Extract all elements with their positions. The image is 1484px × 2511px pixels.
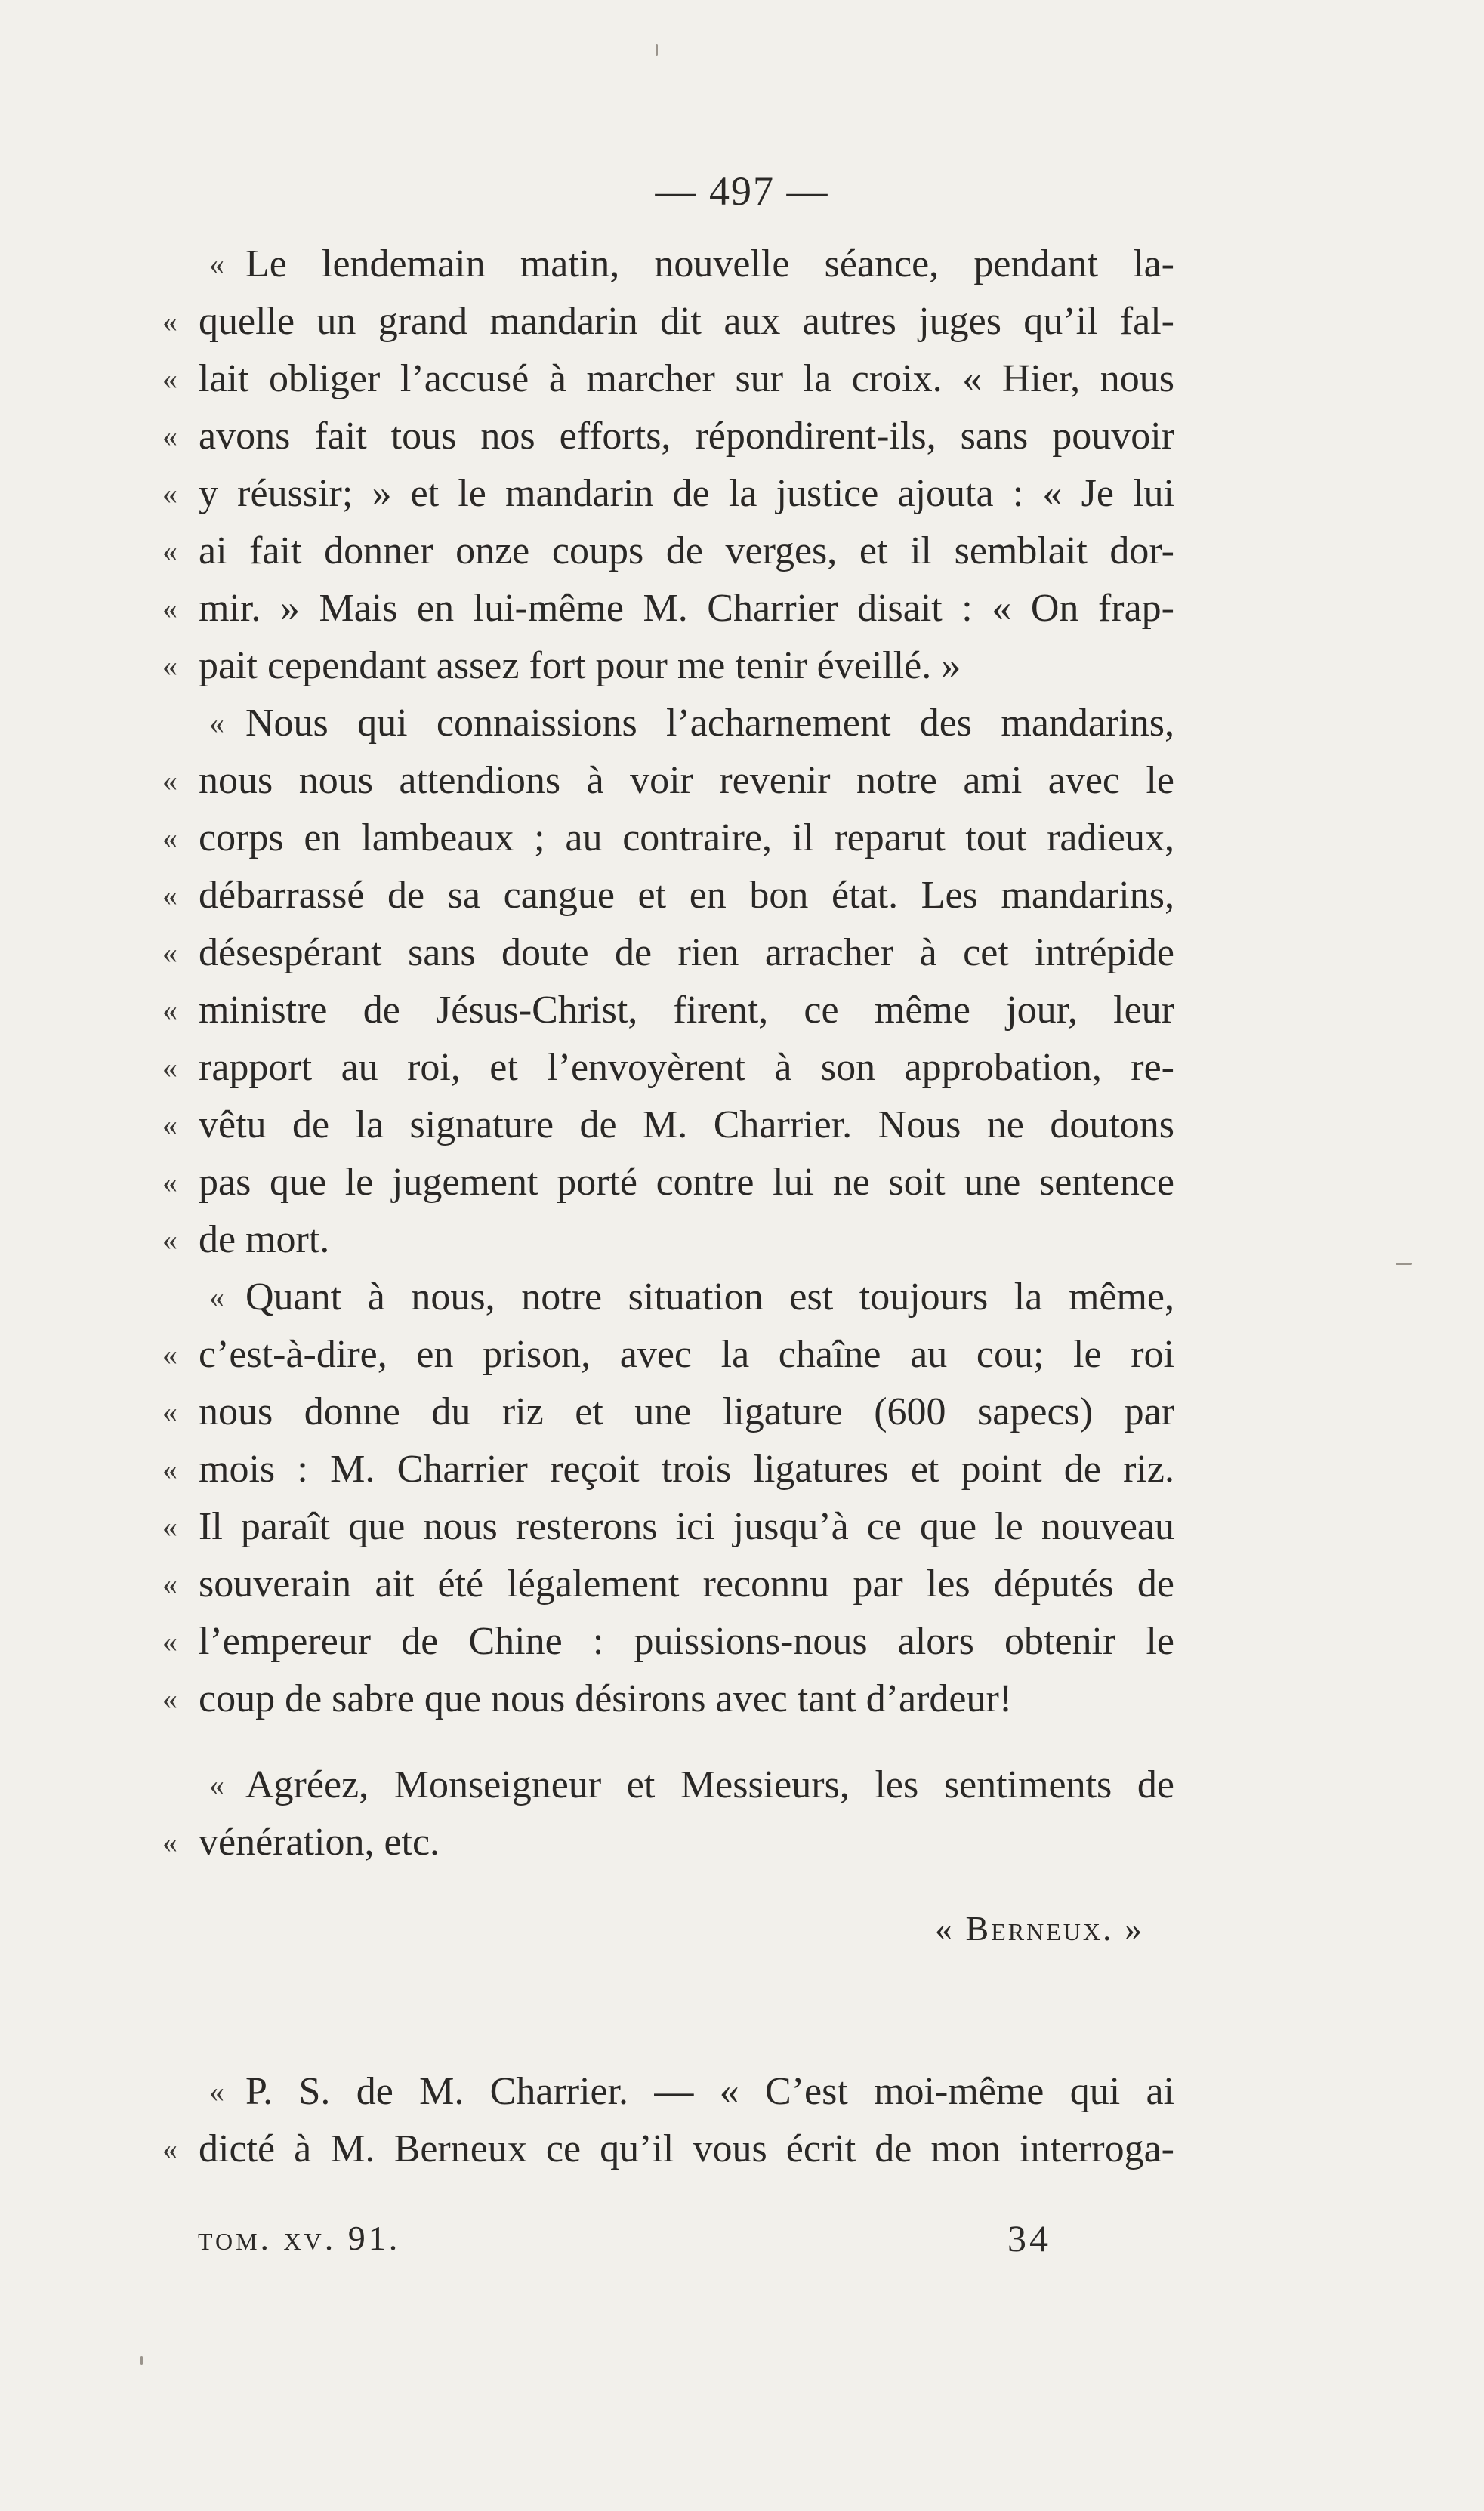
line-text: ai fait donner onze coups de verges, et il semblait dor- <box>199 529 1174 572</box>
line-text: vénération, etc. <box>199 1821 440 1864</box>
quote-mark: « <box>162 1510 177 1544</box>
quote-mark: « <box>162 763 177 797</box>
volume-signature: tom. xv. 91. <box>198 2219 401 2257</box>
quote-mark: « <box>209 247 224 281</box>
paper-speck <box>656 44 658 56</box>
text-line <box>162 695 1174 752</box>
text-line <box>162 2063 1174 2121</box>
line-text: mir. » Mais en lui-même M. Charrier disait : « On frap- <box>199 587 1174 630</box>
line-text: nous donne du riz et une ligature (600 sapecs) par <box>199 1390 1174 1433</box>
text-line <box>162 523 1174 580</box>
line-text: mois : M. Charrier reçoit trois ligatures et point de riz. <box>199 1448 1174 1491</box>
closing-paragraph <box>162 1757 1174 1871</box>
text-line <box>162 1326 1174 1384</box>
line-text: lait obliger l’accusé à marcher sur la croix. « Hier, nous <box>199 357 1174 400</box>
line-text: c’est-à-dire, en prison, avec la chaîne au cou; le roi <box>199 1333 1174 1376</box>
text-line <box>162 1757 1174 1814</box>
text-line <box>162 1814 1174 1871</box>
text-line <box>162 293 1174 350</box>
text-line <box>162 1211 1174 1269</box>
line-text: Nous qui connaissions l’acharnement des mandarins, <box>245 702 1174 745</box>
line-text: de mort. <box>199 1218 330 1261</box>
paper-speck <box>140 2356 143 2365</box>
line-text: pait cependant assez fort pour me tenir éveillé. » <box>199 644 961 687</box>
text-line <box>162 810 1174 867</box>
signature: « Berneux. » <box>935 1909 1144 1948</box>
text-line <box>162 867 1174 924</box>
quote-mark: « <box>162 936 177 970</box>
main-paragraphs <box>162 236 1174 1728</box>
quote-mark: « <box>162 1825 177 1859</box>
quote-mark: « <box>162 821 177 855</box>
text-line <box>162 1384 1174 1441</box>
quote-mark: « <box>162 1624 177 1658</box>
paper-speck <box>1396 1263 1412 1265</box>
text-line <box>162 924 1174 982</box>
text-line <box>162 1441 1174 1498</box>
quote-mark: « <box>162 362 177 396</box>
text-line <box>162 1097 1174 1154</box>
quote-mark: « <box>162 993 177 1027</box>
line-text: nous nous attendions à voir revenir notre ami avec le <box>199 759 1174 802</box>
quote-mark: « <box>162 591 177 625</box>
quote-mark: « <box>162 534 177 568</box>
text-line <box>162 350 1174 408</box>
text-line <box>162 1498 1174 1556</box>
line-text: rapport au roi, et l’envoyèrent à son approbation, re- <box>199 1046 1174 1089</box>
text-line <box>162 2121 1174 2178</box>
quote-mark: « <box>162 2132 177 2166</box>
line-text: ministre de Jésus-Christ, firent, ce même jour, leur <box>199 989 1174 1032</box>
text-line <box>162 1613 1174 1670</box>
quote-mark: « <box>209 1768 224 1802</box>
quote-mark: « <box>162 1108 177 1142</box>
page-footer <box>198 2210 1051 2267</box>
quote-mark: « <box>162 649 177 683</box>
line-text: corps en lambeaux ; au contraire, il reparut tout radieux, <box>199 816 1174 859</box>
line-text: avons fait tous nos efforts, répondirent-ils, sans pouvoir <box>199 415 1174 458</box>
section-gap <box>162 1957 1174 2063</box>
line-text: Il paraît que nous resterons ici jusqu’à ce que le nouveau <box>199 1505 1174 1548</box>
text-line <box>162 637 1174 695</box>
quote-mark: « <box>162 1165 177 1199</box>
letter-body <box>162 236 1174 2178</box>
text-line <box>162 1154 1174 1211</box>
line-text: dicté à M. Berneux ce qu’il vous écrit de mon interroga- <box>199 2127 1174 2170</box>
line-text: y réussir; » et le mandarin de la justice ajouta : « Je lui <box>199 472 1174 515</box>
text-line <box>162 1556 1174 1613</box>
text-line <box>162 465 1174 523</box>
line-text: Le lendemain matin, nouvelle séance, pendant la- <box>245 242 1174 285</box>
text-line <box>162 580 1174 637</box>
paragraph-gap <box>162 1728 1174 1757</box>
quote-mark: « <box>162 1567 177 1601</box>
gathering-number: 34 <box>1007 2217 1051 2260</box>
quote-mark: « <box>162 1337 177 1371</box>
line-text: vêtu de la signature de M. Charrier. Nous ne doutons <box>199 1103 1174 1146</box>
quote-mark: « <box>209 706 224 740</box>
text-line <box>162 1039 1174 1097</box>
text-line <box>162 408 1174 465</box>
line-text: Agréez, Monseigneur et Messieurs, les sentiments de <box>245 1763 1174 1806</box>
postscript-paragraph <box>162 2063 1174 2178</box>
line-text: P. S. de M. Charrier. — « C’est moi-même qui ai <box>245 2070 1174 2113</box>
quote-mark: « <box>162 477 177 511</box>
text-line <box>162 982 1174 1039</box>
line-text: coup de sabre que nous désirons avec tant d’ardeur! <box>199 1677 1013 1720</box>
line-text: débarrassé de sa cangue et en bon état. Les mandarins, <box>199 874 1174 917</box>
line-text: désespérant sans doute de rien arracher à cet intrépide <box>199 931 1174 974</box>
text-line <box>162 752 1174 810</box>
line-text: l’empereur de Chine : puissions-nous alors obtenir le <box>199 1620 1174 1663</box>
quote-mark: « <box>162 878 177 912</box>
text-line <box>162 1670 1174 1728</box>
quote-mark: « <box>162 1223 177 1257</box>
quote-mark: « <box>162 1395 177 1429</box>
text-line <box>162 236 1174 293</box>
quote-mark: « <box>162 1682 177 1716</box>
page-number: — 497 — <box>655 168 829 214</box>
line-text: pas que le jugement porté contre lui ne soit une sentence <box>199 1161 1174 1204</box>
text-line <box>162 1269 1174 1326</box>
quote-mark: « <box>209 2075 224 2108</box>
line-text: souverain ait été légalement reconnu par les députés de <box>199 1562 1174 1606</box>
line-text: quelle un grand mandarin dit aux autres juges qu’il fal- <box>199 300 1174 343</box>
quote-mark: « <box>162 1452 177 1486</box>
quote-mark: « <box>162 419 177 453</box>
paragraph-gap <box>162 1871 1174 1900</box>
quote-mark: « <box>209 1280 224 1314</box>
quote-mark: « <box>162 1050 177 1084</box>
line-text: Quant à nous, notre situation est toujours la même, <box>245 1276 1174 1319</box>
quote-mark: « <box>162 304 177 338</box>
